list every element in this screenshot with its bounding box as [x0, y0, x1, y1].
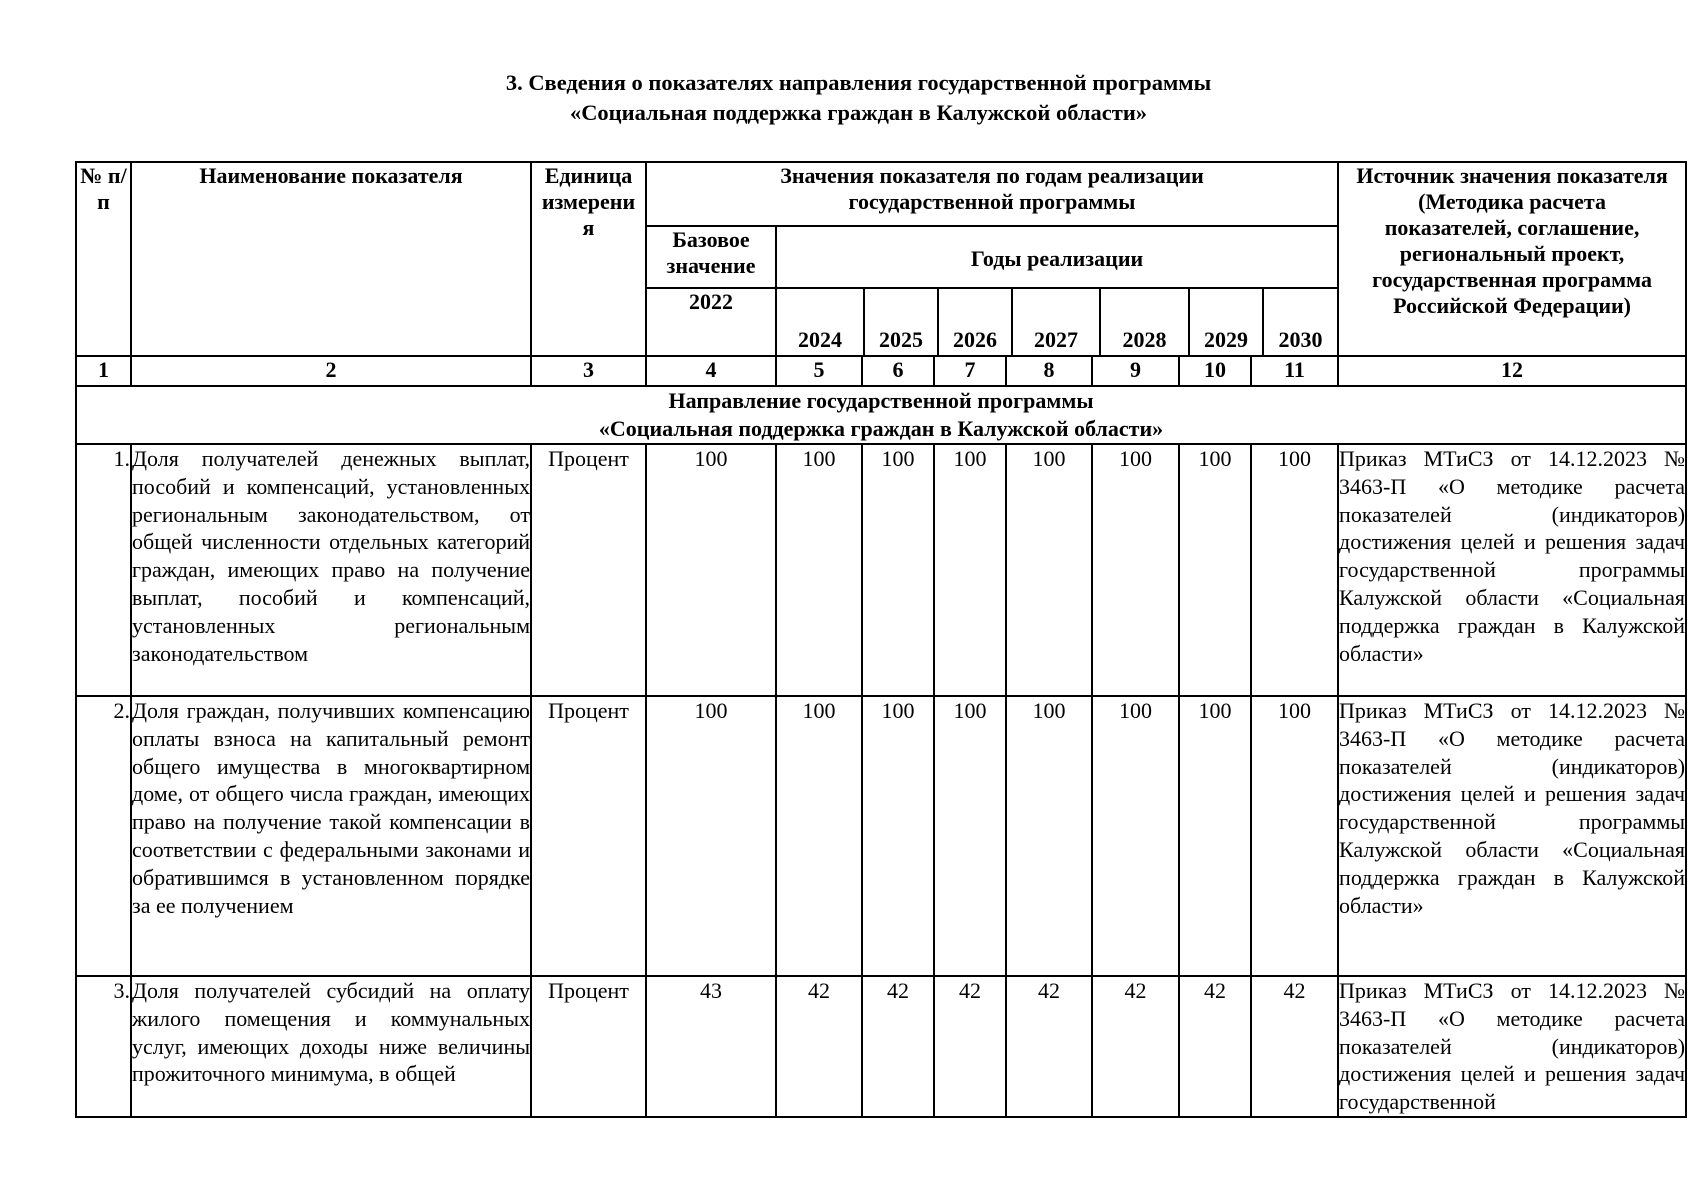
- value-cell: 100: [1092, 444, 1179, 696]
- header-values: Значения показателя по годам реализации государственной программы: [646, 162, 1338, 226]
- base-year: 2022: [646, 288, 776, 356]
- value-cell: 100: [934, 444, 1006, 696]
- value-cell: 43: [646, 976, 776, 1117]
- header-years-label: Годы реализации: [970, 246, 1144, 271]
- value-cell: 100: [776, 696, 862, 976]
- value-cell: 42: [1092, 976, 1179, 1117]
- header-name: Наименование показателя: [131, 162, 531, 356]
- section-heading: [76, 386, 1686, 444]
- value-cell: 42: [934, 976, 1006, 1117]
- year-cell: 2026: [939, 289, 1013, 355]
- indicator-source: Приказ МТиСЗ от 14.12.2023 № 3463-П «О методике расчета показателей (индикаторов) достижения целей и решения задач государственной программы Калужской области «Социальная поддержка граждан в Калужской области»: [1338, 444, 1686, 696]
- year-cell: 2030: [1278, 327, 1323, 352]
- col-number: 7: [934, 356, 1006, 386]
- header-years: [776, 226, 1338, 356]
- col-number: 8: [1006, 356, 1092, 386]
- document-title: [0, 68, 1697, 128]
- header-base: Базовое значение: [646, 226, 776, 288]
- value-cell: 42: [1006, 976, 1092, 1117]
- value-cell: 100: [1006, 696, 1092, 976]
- header-source: Источник значения показателя (Методика расчета показателей, соглашение, региональный проект, государственная программа Российской Федерации): [1338, 162, 1686, 356]
- indicator-unit: Процент: [531, 976, 646, 1117]
- col-number: 2: [131, 356, 531, 386]
- col-number: 9: [1092, 356, 1179, 386]
- section-line-1: Направление государственной программы: [668, 388, 1094, 413]
- year-cell: 2027: [1013, 289, 1101, 355]
- value-cell: 100: [776, 444, 862, 696]
- title-line-1: 3. Сведения о показателях направления государственной программы: [505, 70, 1212, 95]
- col-number: 4: [646, 356, 776, 386]
- value-cell: 42: [776, 976, 862, 1117]
- indicators-table: [75, 161, 1687, 1118]
- value-cell: 42: [862, 976, 934, 1117]
- indicator-unit: Процент: [531, 444, 646, 696]
- value-cell: 100: [862, 696, 934, 976]
- value-cell: 100: [646, 696, 776, 976]
- col-number: 5: [776, 356, 862, 386]
- col-number: 11: [1251, 356, 1338, 386]
- indicator-name: Доля получателей денежных выплат, пособий и компенсаций, установленных региональным законодательством, от общей численности отдельных категорий граждан, имеющих право на получение выплат, пособий и компенсаций, установленных региональным законодательством: [131, 444, 531, 696]
- title-line-2: «Социальная поддержка граждан в Калужской области»: [569, 100, 1148, 125]
- col-number: 6: [862, 356, 934, 386]
- col-number: 12: [1338, 356, 1686, 386]
- year-cell: 2024: [777, 289, 865, 355]
- indicator-source: Приказ МТиСЗ от 14.12.2023 № 3463-П «О методике расчета показателей (индикаторов) достижения целей и решения задач государственной программы Калужской области «Социальная поддержка граждан в Калужской области»: [1338, 696, 1686, 976]
- year-cell: 2025: [865, 289, 939, 355]
- table-row: [76, 444, 1686, 696]
- header-unit: Единица измерения: [531, 162, 646, 356]
- year-cell: 2029: [1190, 289, 1264, 355]
- col-number: 10: [1179, 356, 1251, 386]
- indicator-name: Доля граждан, получивших компенсацию оплаты взноса на капитальный ремонт общего имущества в многоквартирном доме, от общего числа граждан, имеющих право на получение такой компенсации в соответствии с федеральными законами и обратившимся в установленном порядке за ее получением: [131, 696, 531, 976]
- col-number: 1: [76, 356, 131, 386]
- indicator-unit: Процент: [531, 696, 646, 976]
- col-number: 3: [531, 356, 646, 386]
- value-cell: 100: [646, 444, 776, 696]
- value-cell: 100: [1179, 696, 1251, 976]
- header-no: № п/п: [76, 162, 131, 356]
- value-cell: 42: [1251, 976, 1338, 1117]
- value-cell: 42: [1179, 976, 1251, 1117]
- value-cell: 100: [1251, 444, 1338, 696]
- value-cell: 100: [934, 696, 1006, 976]
- table-row: [76, 976, 1686, 1117]
- row-number: 3.: [76, 976, 131, 1117]
- value-cell: 100: [1179, 444, 1251, 696]
- value-cell: 100: [862, 444, 934, 696]
- indicator-source: Приказ МТиСЗ от 14.12.2023 № 3463-П «О методике расчета показателей (индикаторов) достижения целей и решения задач государственной: [1338, 976, 1686, 1117]
- value-cell: 100: [1006, 444, 1092, 696]
- header-years-cells: [777, 287, 1337, 355]
- row-number: 2.: [76, 696, 131, 976]
- value-cell: 100: [1092, 696, 1179, 976]
- value-cell: 100: [1251, 696, 1338, 976]
- year-cell: 2028: [1101, 289, 1190, 355]
- row-number: 1.: [76, 444, 131, 696]
- table-row: [76, 696, 1686, 976]
- section-line-2: «Социальная поддержка граждан в Калужской области»: [598, 416, 1164, 441]
- indicator-name: Доля получателей субсидий на оплату жилого помещения и коммунальных услуг, имеющих доходы ниже величины прожиточного минимума, в общей: [131, 976, 531, 1117]
